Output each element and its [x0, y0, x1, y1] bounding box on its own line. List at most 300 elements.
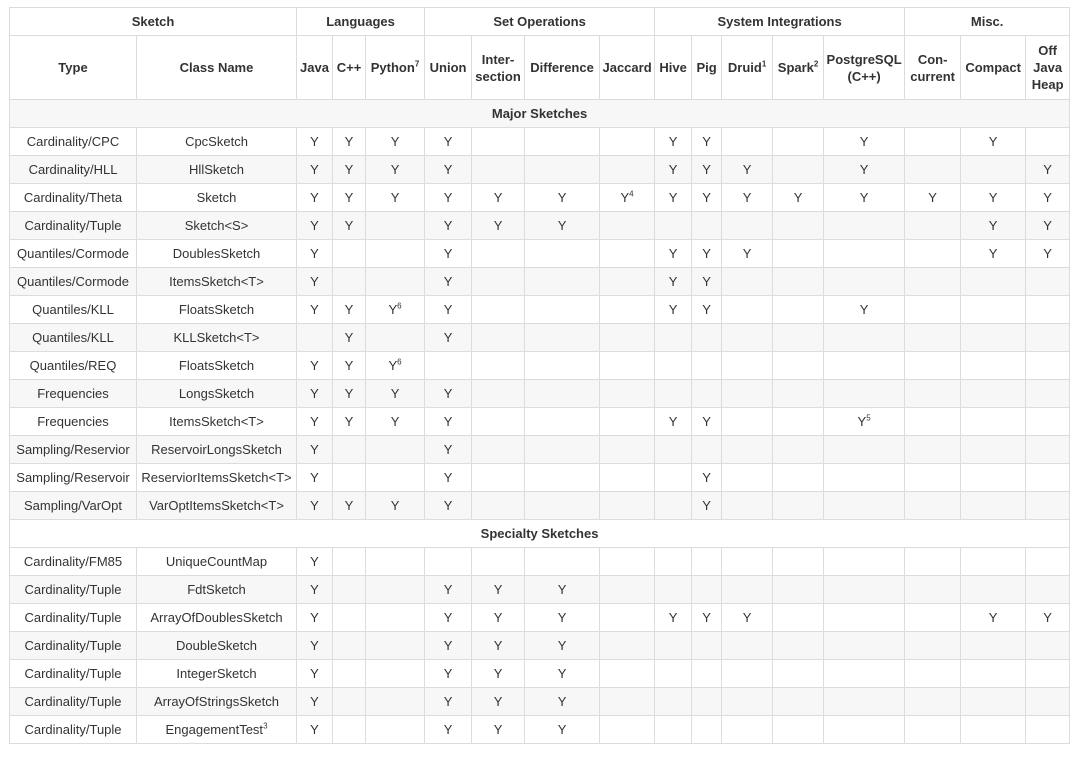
cell-compact: [961, 296, 1026, 324]
cell-inter-section: [472, 408, 525, 436]
cell-hive: Y: [655, 128, 692, 156]
cell-pig: [692, 660, 722, 688]
cell-compact: [961, 548, 1026, 576]
cell-off-java-heap: [1026, 716, 1070, 744]
cell-spark: [773, 576, 824, 604]
cell-union: Y: [425, 604, 472, 632]
cell-difference: Y: [525, 632, 600, 660]
footnote-marker: 7: [414, 59, 420, 69]
cell-off-java-heap: [1026, 660, 1070, 688]
cell-c: [333, 464, 366, 492]
cell-java: Y: [297, 548, 333, 576]
column-header-off-java-heap: Off Java Heap: [1026, 36, 1070, 100]
cell-off-java-heap: [1026, 576, 1070, 604]
cell-inter-section: [472, 268, 525, 296]
cell-c: [333, 716, 366, 744]
cell-type: Quantiles/Cormode: [10, 268, 137, 296]
cell-postgresql-c: [824, 352, 905, 380]
cell-off-java-heap: Y: [1026, 156, 1070, 184]
cell-java: Y: [297, 352, 333, 380]
cell-class-name: FloatsSketch: [137, 352, 297, 380]
cell-pig: [692, 688, 722, 716]
cell-pig: [692, 324, 722, 352]
table-row: [10, 408, 1070, 436]
cell-druid: [722, 128, 773, 156]
cell-class-name: FloatsSketch: [137, 296, 297, 324]
cell-class-name: CpcSketch: [137, 128, 297, 156]
cell-con-current: [905, 380, 961, 408]
table-row: [10, 352, 1070, 380]
column-header-druid: Druid$^1$: [722, 36, 773, 100]
cell-compact: [961, 632, 1026, 660]
cell-c: [333, 604, 366, 632]
column-header-row: [10, 36, 1070, 100]
cell-inter-section: [472, 156, 525, 184]
cell-class-name: DoubleSketch: [137, 632, 297, 660]
cell-difference: [525, 268, 600, 296]
cell-druid: Y: [722, 240, 773, 268]
group-header-row: [10, 8, 1070, 36]
cell-con-current: [905, 212, 961, 240]
cell-con-current: [905, 128, 961, 156]
cell-c: Y: [333, 492, 366, 520]
cell-union: Y: [425, 212, 472, 240]
cell-hive: [655, 324, 692, 352]
cell-c: [333, 548, 366, 576]
footnote-marker: 6: [397, 357, 402, 367]
cell-inter-section: [472, 324, 525, 352]
cell-postgresql-c: Y: [824, 128, 905, 156]
cell-spark: [773, 352, 824, 380]
cell-druid: [722, 324, 773, 352]
cell-spark: [773, 296, 824, 324]
cell-off-java-heap: [1026, 296, 1070, 324]
cell-hive: [655, 436, 692, 464]
cell-compact: [961, 716, 1026, 744]
cell-hive: [655, 660, 692, 688]
cell-compact: [961, 688, 1026, 716]
cell-inter-section: Y: [472, 184, 525, 212]
cell-python: Y: [366, 408, 425, 436]
cell-con-current: [905, 156, 961, 184]
cell-postgresql-c: [824, 716, 905, 744]
cell-spark: [773, 240, 824, 268]
cell-postgresql-c: [824, 604, 905, 632]
cell-union: Y: [425, 408, 472, 436]
cell-jaccard: [600, 576, 655, 604]
cell-postgresql-c: [824, 688, 905, 716]
cell-difference: [525, 352, 600, 380]
cell-type: Cardinality/CPC: [10, 128, 137, 156]
cell-hive: [655, 576, 692, 604]
cell-difference: Y: [525, 576, 600, 604]
cell-druid: [722, 352, 773, 380]
cell-druid: [722, 492, 773, 520]
cell-difference: Y: [525, 688, 600, 716]
cell-postgresql-c: Y: [824, 156, 905, 184]
cell-inter-section: [472, 296, 525, 324]
cell-union: Y: [425, 716, 472, 744]
cell-spark: [773, 268, 824, 296]
cell-inter-section: [472, 352, 525, 380]
cell-c: Y: [333, 212, 366, 240]
cell-off-java-heap: [1026, 464, 1070, 492]
footnote-marker: 2: [813, 59, 819, 69]
cell-python: $Y^6$: [366, 296, 425, 324]
cell-difference: [525, 296, 600, 324]
table-row: [10, 380, 1070, 408]
cell-python: $Y^6$: [366, 352, 425, 380]
cell-compact: [961, 380, 1026, 408]
cell-type: Quantiles/KLL: [10, 324, 137, 352]
footnote-marker: 5: [866, 413, 871, 423]
cell-spark: [773, 604, 824, 632]
cell-java: Y: [297, 408, 333, 436]
cell-druid: Y: [722, 156, 773, 184]
cell-con-current: [905, 688, 961, 716]
cell-hive: Y: [655, 268, 692, 296]
column-header-postgresql-c: PostgreSQL (C++): [824, 36, 905, 100]
cell-type: Quantiles/REQ: [10, 352, 137, 380]
cell-jaccard: [600, 716, 655, 744]
cell-python: [366, 548, 425, 576]
cell-druid: Y: [722, 604, 773, 632]
cell-type: Cardinality/Tuple: [10, 688, 137, 716]
cell-class-name: KLLSketch<T>: [137, 324, 297, 352]
cell-spark: [773, 688, 824, 716]
cell-python: Y: [366, 492, 425, 520]
cell-off-java-heap: [1026, 380, 1070, 408]
cell-pig: Y: [692, 184, 722, 212]
cell-compact: [961, 576, 1026, 604]
cell-spark: [773, 660, 824, 688]
cell-class-name: IntegerSketch: [137, 660, 297, 688]
cell-postgresql-c: [824, 632, 905, 660]
cell-con-current: [905, 324, 961, 352]
cell-c: [333, 240, 366, 268]
cell-jaccard: [600, 212, 655, 240]
cell-hive: [655, 380, 692, 408]
column-header-hive: Hive: [655, 36, 692, 100]
cell-class-name: LongsSketch: [137, 380, 297, 408]
cell-java: Y: [297, 268, 333, 296]
cell-class-name: ReservoirLongsSketch: [137, 436, 297, 464]
cell-pig: [692, 352, 722, 380]
cell-jaccard: [600, 268, 655, 296]
cell-postgresql-c: $Y^5$: [824, 408, 905, 436]
cell-java: Y: [297, 464, 333, 492]
column-header-difference: Difference: [525, 36, 600, 100]
cell-postgresql-c: [824, 436, 905, 464]
cell-off-java-heap: [1026, 128, 1070, 156]
cell-hive: [655, 716, 692, 744]
cell-python: [366, 688, 425, 716]
table-row: [10, 184, 1070, 212]
cell-class-name: UniqueCountMap: [137, 548, 297, 576]
cell-python: [366, 632, 425, 660]
cell-spark: [773, 380, 824, 408]
cell-druid: [722, 548, 773, 576]
cell-postgresql-c: [824, 548, 905, 576]
cell-pig: Y: [692, 268, 722, 296]
section-row-specialty-sketches: [10, 520, 1070, 548]
cell-difference: [525, 436, 600, 464]
cell-jaccard: [600, 492, 655, 520]
cell-c: Y: [333, 380, 366, 408]
cell-spark: [773, 632, 824, 660]
cell-druid: [722, 436, 773, 464]
cell-java: Y: [297, 660, 333, 688]
cell-inter-section: Y: [472, 688, 525, 716]
cell-python: [366, 212, 425, 240]
cell-pig: [692, 380, 722, 408]
cell-inter-section: Y: [472, 660, 525, 688]
cell-difference: [525, 548, 600, 576]
cell-union: Y: [425, 492, 472, 520]
cell-union: [425, 352, 472, 380]
table-row: [10, 688, 1070, 716]
cell-java: Y: [297, 492, 333, 520]
cell-off-java-heap: [1026, 352, 1070, 380]
cell-union: Y: [425, 324, 472, 352]
cell-difference: [525, 128, 600, 156]
cell-inter-section: [472, 464, 525, 492]
column-header-c: C++: [333, 36, 366, 100]
cell-jaccard: [600, 408, 655, 436]
cell-difference: [525, 464, 600, 492]
cell-druid: [722, 660, 773, 688]
cell-java: Y: [297, 212, 333, 240]
cell-python: [366, 604, 425, 632]
table-row: [10, 604, 1070, 632]
cell-compact: [961, 464, 1026, 492]
cell-difference: [525, 156, 600, 184]
footnote-marker: 4: [629, 189, 634, 199]
cell-off-java-heap: Y: [1026, 184, 1070, 212]
cell-druid: [722, 632, 773, 660]
cell-type: Cardinality/HLL: [10, 156, 137, 184]
cell-pig: Y: [692, 128, 722, 156]
column-header-jaccard: Jaccard: [600, 36, 655, 100]
cell-pig: [692, 548, 722, 576]
cell-hive: [655, 688, 692, 716]
cell-difference: [525, 324, 600, 352]
sketch-features-table: [9, 7, 1070, 744]
group-header-languages: Languages: [297, 8, 425, 36]
cell-compact: Y: [961, 212, 1026, 240]
column-header-union: Union: [425, 36, 472, 100]
cell-java: Y: [297, 184, 333, 212]
cell-difference: [525, 380, 600, 408]
cell-c: [333, 436, 366, 464]
cell-hive: Y: [655, 604, 692, 632]
cell-type: Cardinality/Tuple: [10, 716, 137, 744]
column-header-compact: Compact: [961, 36, 1026, 100]
cell-postgresql-c: [824, 464, 905, 492]
footnote-marker: 3: [263, 721, 268, 731]
cell-type: Quantiles/KLL: [10, 296, 137, 324]
cell-union: Y: [425, 268, 472, 296]
group-header-set-operations: Set Operations: [425, 8, 655, 36]
cell-type: Cardinality/Tuple: [10, 576, 137, 604]
cell-difference: Y: [525, 716, 600, 744]
table-row: [10, 716, 1070, 744]
cell-inter-section: [472, 240, 525, 268]
cell-druid: [722, 464, 773, 492]
cell-pig: [692, 436, 722, 464]
cell-java: Y: [297, 688, 333, 716]
cell-type: Quantiles/Cormode: [10, 240, 137, 268]
cell-java: Y: [297, 632, 333, 660]
section-title: Major Sketches: [10, 100, 1070, 128]
cell-union: [425, 548, 472, 576]
cell-druid: [722, 268, 773, 296]
table-row: [10, 296, 1070, 324]
cell-class-name: ArrayOfStringsSketch: [137, 688, 297, 716]
cell-python: [366, 436, 425, 464]
cell-off-java-heap: [1026, 688, 1070, 716]
cell-off-java-heap: [1026, 408, 1070, 436]
cell-java: Y: [297, 576, 333, 604]
cell-off-java-heap: [1026, 548, 1070, 576]
cell-con-current: [905, 436, 961, 464]
cell-con-current: [905, 604, 961, 632]
cell-pig: Y: [692, 464, 722, 492]
cell-postgresql-c: [824, 660, 905, 688]
cell-class-name: ArrayOfDoublesSketch: [137, 604, 297, 632]
cell-pig: Y: [692, 408, 722, 436]
cell-jaccard: [600, 380, 655, 408]
cell-postgresql-c: [824, 576, 905, 604]
cell-c: [333, 632, 366, 660]
sketch-features-table-container: [9, 7, 1069, 744]
cell-con-current: [905, 576, 961, 604]
column-header-spark: Spark$^2$: [773, 36, 824, 100]
cell-con-current: [905, 632, 961, 660]
column-header-con-current: Con- current: [905, 36, 961, 100]
cell-compact: [961, 352, 1026, 380]
cell-postgresql-c: [824, 268, 905, 296]
cell-con-current: [905, 352, 961, 380]
cell-java: Y: [297, 380, 333, 408]
cell-c: [333, 576, 366, 604]
cell-class-name: ItemsSketch<T>: [137, 268, 297, 296]
cell-python: Y: [366, 380, 425, 408]
cell-hive: [655, 632, 692, 660]
cell-druid: [722, 716, 773, 744]
cell-union: Y: [425, 660, 472, 688]
cell-off-java-heap: [1026, 632, 1070, 660]
cell-java: Y: [297, 156, 333, 184]
cell-con-current: [905, 464, 961, 492]
table-row: [10, 660, 1070, 688]
cell-class-name: DoublesSketch: [137, 240, 297, 268]
cell-jaccard: $Y^4$: [600, 184, 655, 212]
cell-type: Sampling/Reservoir: [10, 464, 137, 492]
group-header-sketch: Sketch: [10, 8, 297, 36]
cell-con-current: Y: [905, 184, 961, 212]
cell-hive: [655, 212, 692, 240]
cell-off-java-heap: Y: [1026, 212, 1070, 240]
cell-c: [333, 688, 366, 716]
cell-python: [366, 660, 425, 688]
cell-jaccard: [600, 352, 655, 380]
cell-difference: Y: [525, 212, 600, 240]
cell-inter-section: [472, 548, 525, 576]
cell-hive: Y: [655, 156, 692, 184]
cell-jaccard: [600, 688, 655, 716]
cell-compact: [961, 660, 1026, 688]
cell-pig: [692, 576, 722, 604]
cell-compact: Y: [961, 604, 1026, 632]
cell-hive: Y: [655, 296, 692, 324]
cell-hive: [655, 548, 692, 576]
cell-union: Y: [425, 156, 472, 184]
cell-c: Y: [333, 352, 366, 380]
cell-pig: [692, 632, 722, 660]
cell-java: Y: [297, 604, 333, 632]
cell-jaccard: [600, 436, 655, 464]
cell-inter-section: [472, 380, 525, 408]
cell-compact: Y: [961, 184, 1026, 212]
cell-compact: [961, 436, 1026, 464]
cell-compact: Y: [961, 240, 1026, 268]
cell-type: Cardinality/Tuple: [10, 212, 137, 240]
cell-python: [366, 324, 425, 352]
cell-pig: Y: [692, 240, 722, 268]
cell-pig: Y: [692, 492, 722, 520]
cell-con-current: [905, 408, 961, 436]
cell-off-java-heap: [1026, 268, 1070, 296]
cell-union: Y: [425, 380, 472, 408]
cell-type: Cardinality/Tuple: [10, 604, 137, 632]
cell-hive: Y: [655, 408, 692, 436]
column-header-class-name: Class Name: [137, 36, 297, 100]
cell-inter-section: [472, 128, 525, 156]
cell-c: Y: [333, 296, 366, 324]
cell-postgresql-c: [824, 492, 905, 520]
footnote-marker: 1: [761, 59, 767, 69]
cell-c: Y: [333, 324, 366, 352]
cell-class-name: FdtSketch: [137, 576, 297, 604]
cell-pig: Y: [692, 604, 722, 632]
cell-difference: Y: [525, 184, 600, 212]
cell-difference: [525, 408, 600, 436]
cell-hive: [655, 492, 692, 520]
cell-type: Frequencies: [10, 408, 137, 436]
cell-postgresql-c: [824, 240, 905, 268]
cell-python: [366, 240, 425, 268]
cell-spark: [773, 156, 824, 184]
cell-spark: [773, 436, 824, 464]
cell-inter-section: [472, 436, 525, 464]
cell-c: Y: [333, 408, 366, 436]
cell-type: Cardinality/Theta: [10, 184, 137, 212]
cell-inter-section: Y: [472, 212, 525, 240]
cell-c: Y: [333, 184, 366, 212]
cell-druid: [722, 688, 773, 716]
cell-union: Y: [425, 240, 472, 268]
cell-python: [366, 464, 425, 492]
cell-spark: [773, 716, 824, 744]
section-title: Specialty Sketches: [10, 520, 1070, 548]
cell-java: Y: [297, 240, 333, 268]
cell-compact: Y: [961, 128, 1026, 156]
cell-compact: [961, 156, 1026, 184]
cell-difference: [525, 240, 600, 268]
cell-pig: [692, 212, 722, 240]
cell-type: Cardinality/FM85: [10, 548, 137, 576]
